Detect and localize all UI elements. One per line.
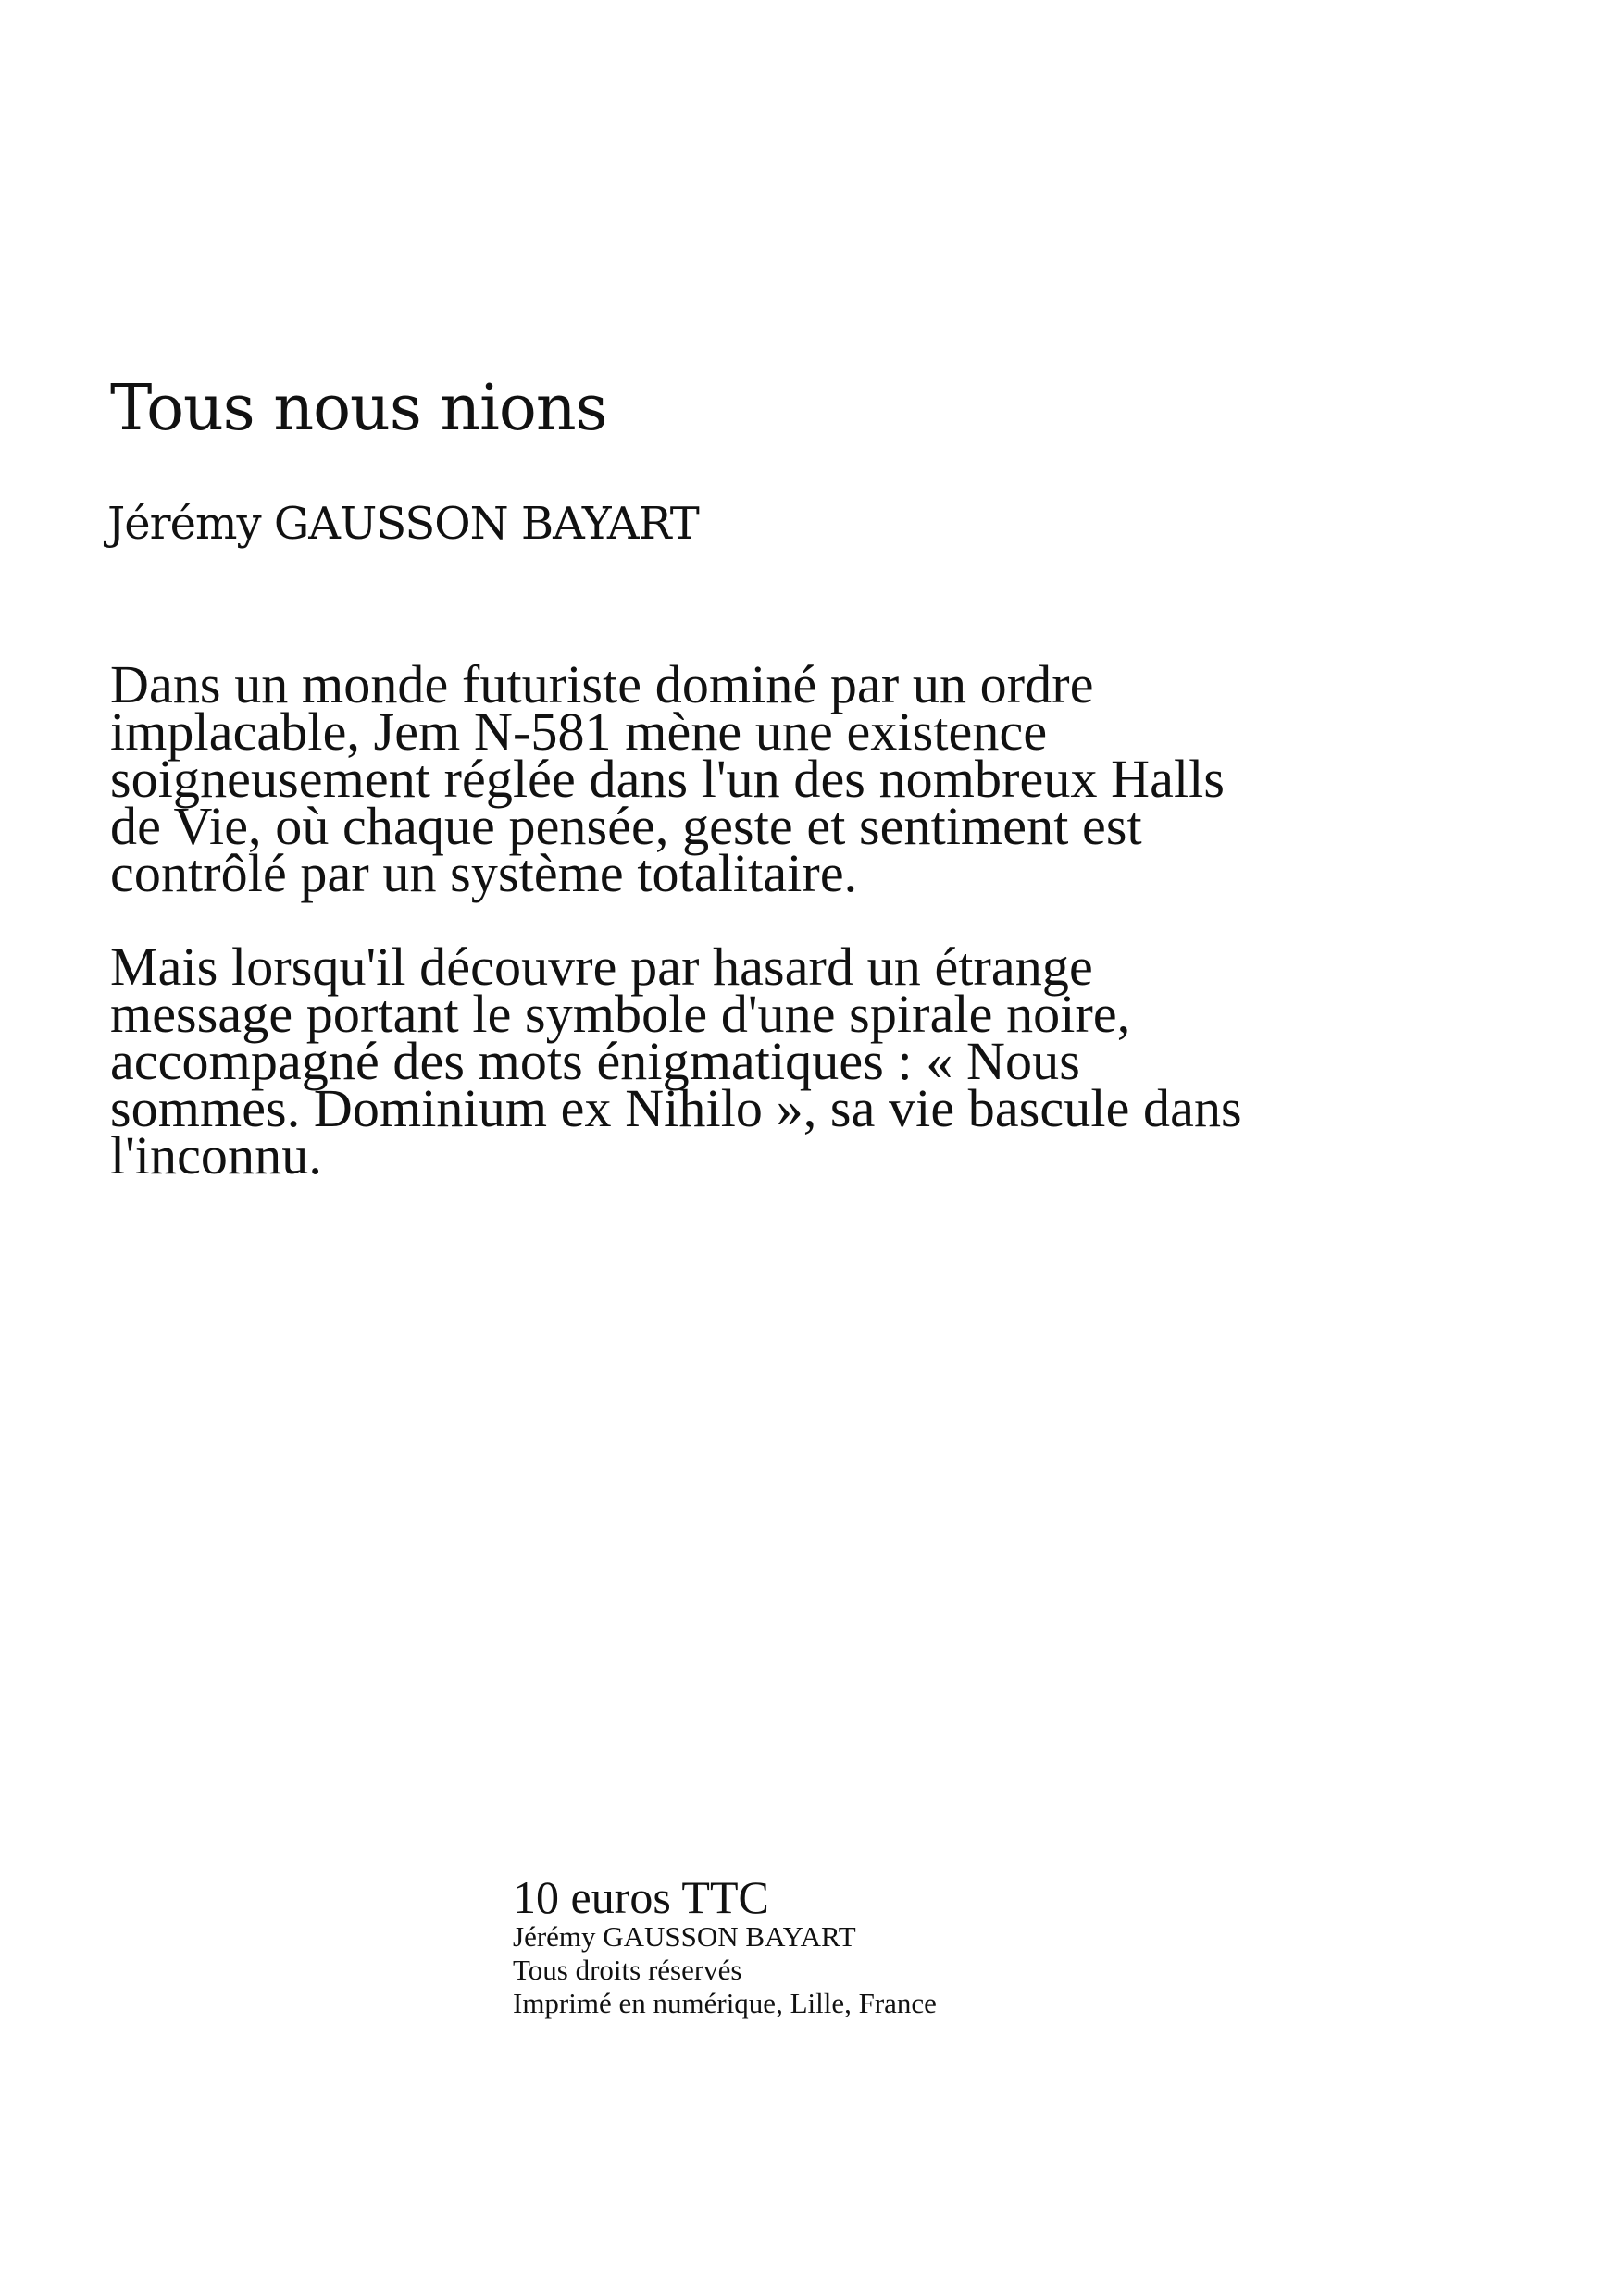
price-label: 10 euros TTC (513, 1871, 769, 1923)
book-title: Tous nous nions (110, 372, 607, 445)
colophon-author: Jérémy GAUSSON BAYART (513, 1920, 856, 1953)
book-author: Jérémy GAUSSON BAYART (107, 498, 699, 550)
back-cover-blurb (110, 654, 1258, 1185)
printing-notice: Imprimé en numérique, Lille, France (513, 1987, 937, 2019)
blurb-paragraph: Mais lorsqu'il découvre par hasard un étrange message portant le symbole d'une spirale noire, accompagné des mots énigmatiques : « Nous sommes. Dominium ex Nihilo », sa vie bascule dans l'inconnu. (110, 937, 1242, 1185)
colophon (513, 1871, 937, 2020)
rights-notice: Tous droits réservés (513, 1954, 742, 1986)
blurb-paragraph: Dans un monde futuriste dominé par un ordre implacable, Jem N-581 mène une existence soigneusement réglée dans l'un des nombreux Halls de Vie, où chaque pensée, geste et sentiment est contrôlé par un système totalitaire. (110, 654, 1226, 903)
